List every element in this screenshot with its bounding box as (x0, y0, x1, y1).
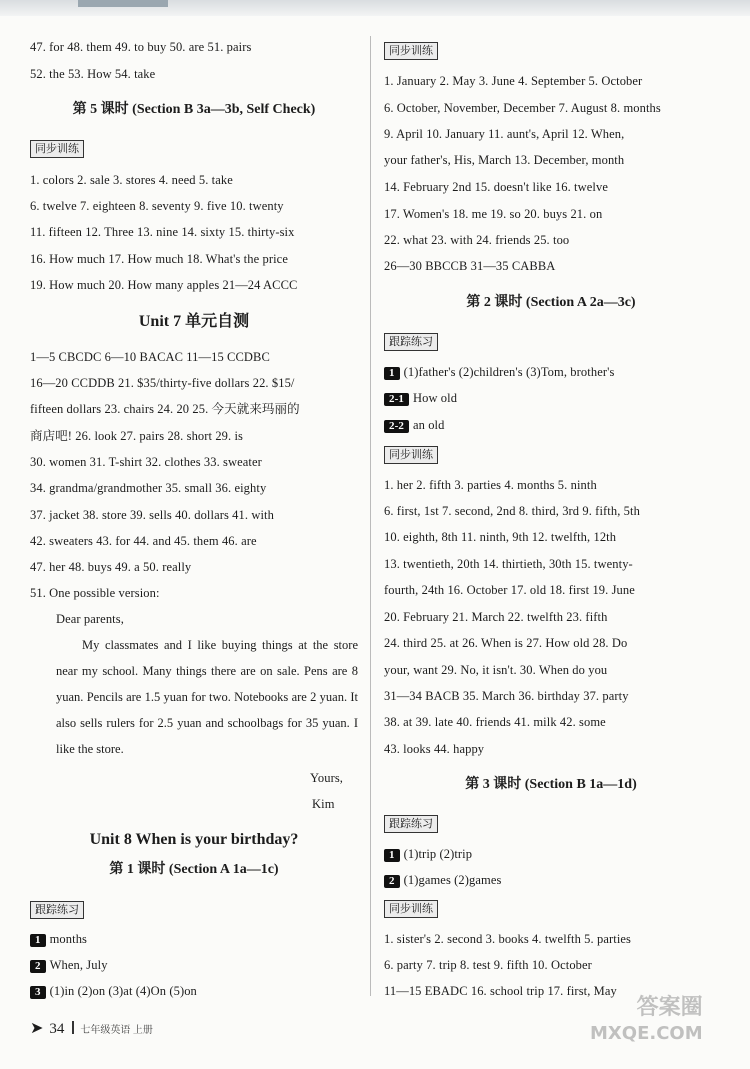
answer-line: 30. women 31. T-shirt 32. clothes 33. sweater (30, 455, 262, 469)
answer-line: 19. How much 20. How many apples 21—24 ACCC (30, 278, 298, 292)
answer-line: 51. One possible version: (30, 586, 160, 600)
answer-line: 37. jacket 38. store 39. sells 40. dollars 41. with (30, 508, 274, 522)
section-tag: 跟踪练习 (384, 333, 438, 351)
answer-line: 26—30 BBCCB 31—35 CABBA (384, 259, 556, 273)
page-number: 34 (49, 1021, 65, 1037)
section-tag: 跟踪练习 (30, 901, 84, 919)
answer-line: 38. at 39. late 40. friends 41. milk 42. some (384, 715, 606, 729)
answer-line: fourth, 24th 16. October 17. old 18. first 19. June (384, 583, 635, 597)
section-tag: 跟踪练习 (384, 815, 438, 833)
answer-line: 1. January 2. May 3. June 4. September 5. October (384, 74, 643, 88)
page-footer (30, 1018, 153, 1038)
answer-line: 6. party 7. trip 8. test 9. fifth 10. October (384, 958, 592, 972)
answer-line: 42. sweaters 43. for 44. and 45. them 46. are (30, 534, 257, 548)
question-number: 1 (384, 849, 400, 862)
answer-line: 43. looks 44. happy (384, 742, 485, 756)
answer-line: 11. fifteen 12. Three 13. nine 14. sixty 15. thirty-six (30, 225, 295, 239)
answer-line: 1. colors 2. sale 3. stores 4. need 5. take (30, 173, 233, 187)
numbered-answer: 1 months (30, 931, 358, 947)
answer-line: fifteen dollars 23. chairs 24. 20 25. 今天就来玛丽的 (30, 402, 300, 416)
answer-line: your father's, His, March 13. December, month (384, 153, 625, 167)
watermark-logo: 答案圈 MXQE.COM (590, 995, 703, 1044)
numbered-answer: 3 (1)in (2)on (3)at (4)On (5)on (30, 983, 358, 999)
numbered-answer: 1 (1)father's (2)children's (3)Tom, brother's (384, 364, 718, 380)
unit-heading: Unit 7 单元自测 (138, 313, 250, 330)
answer-line: 52. the 53. How 54. take (30, 67, 156, 81)
letter-greeting: Dear parents, (56, 612, 124, 626)
letter-paragraph: My classmates and I like buying things at the store near my school. Many things there are on sale. Pens are 8 yuan. Pencils are 1.5 yuan for two. Notebooks are 2 yuan. It also sells rulers for 2.5 yuan and schoolbags for 35 yuan. I like the store. (56, 638, 358, 756)
question-number: 3 (30, 986, 46, 999)
footer-divider (72, 1021, 74, 1034)
answer-line: 9. April 10. January 11. aunt's, April 12. When, (384, 127, 625, 141)
section-heading: 第 1 课时 (Section A 1a—1c) (109, 862, 279, 877)
section-heading: 第 2 课时 (Section A 2a—3c) (466, 295, 636, 310)
section-tag: 同步训练 (30, 140, 84, 158)
answer-line: 6. twelve 7. eighteen 8. seventy 9. five 10. twenty (30, 199, 284, 213)
numbered-answer: 1 (1)trip (2)trip (384, 846, 718, 862)
answer-line: 34. grandma/grandmother 35. small 36. eighty (30, 481, 267, 495)
answer-line: 47. her 48. buys 49. a 50. really (30, 560, 192, 574)
answer-line: 11—15 EBADC 16. school trip 17. first, May (384, 984, 617, 998)
answer-line: 6. first, 1st 7. second, 2nd 8. third, 3rd 9. fifth, 5th (384, 504, 640, 518)
section-tag: 同步训练 (384, 42, 438, 60)
question-number: 2-2 (384, 420, 409, 433)
answer-line: 31—34 BACB 35. March 36. birthday 37. party (384, 689, 629, 703)
answer-line: 16. How much 17. How much 18. What's the price (30, 252, 288, 266)
arrow-icon: ➤ (30, 1020, 44, 1037)
answer-line: 1. sister's 2. second 3. books 4. twelfth 5. parties (384, 932, 632, 946)
answer-line: 47. for 48. them 49. to buy 50. are 51. pairs (30, 40, 252, 54)
numbered-answer: 2 When, July (30, 957, 358, 973)
top-header-band (0, 0, 750, 16)
answer-line: 商店吧! 26. look 27. pairs 28. short 29. is (30, 429, 244, 443)
answer-line: 22. what 23. with 24. friends 25. too (384, 233, 570, 247)
section-tag: 同步训练 (384, 446, 438, 464)
answer-line: 1—5 CBCDC 6—10 BACAC 11—15 CCDBC (30, 350, 270, 364)
question-number: 2-1 (384, 393, 409, 406)
numbered-answer: 2-2 an old (384, 417, 718, 433)
answer-line: 24. third 25. at 26. When is 27. How old 28. Do (384, 636, 628, 650)
column-divider (370, 36, 371, 996)
answer-line: 20. February 21. March 22. twelfth 23. fifth (384, 610, 608, 624)
answer-line: 16—20 CCDDB 21. $35/thirty-five dollars 22. $15/ (30, 376, 295, 390)
numbered-answer: 2-1 How old (384, 390, 718, 406)
answer-line: 13. twentieth, 20th 14. thirtieth, 30th 15. twenty- (384, 557, 633, 571)
answer-line: 14. February 2nd 15. doesn't like 16. twelve (384, 180, 608, 194)
answer-line: 17. Women's 18. me 19. so 20. buys 21. on (384, 207, 603, 221)
section-heading: 第 3 课时 (Section B 1a—1d) (465, 777, 637, 792)
answer-line: your, want 29. No, it isn't. 30. When do you (384, 663, 608, 677)
book-title: 七年级英语 上册 (80, 1025, 153, 1036)
header-mark (78, 0, 168, 7)
numbered-answer: 2 (1)games (2)games (384, 872, 718, 888)
section-heading: 第 5 课时 (Section B 3a—3b, Self Check) (72, 102, 316, 117)
question-number: 1 (30, 934, 46, 947)
letter-signature: Kim (312, 797, 335, 811)
unit-heading: Unit 8 When is your birthday? (89, 831, 299, 848)
letter-closing: Yours, (310, 771, 344, 785)
question-number: 2 (384, 875, 400, 888)
answer-line: 6. October, November, December 7. August 8. months (384, 101, 661, 115)
section-tag: 同步训练 (384, 900, 438, 918)
answer-line: 10. eighth, 8th 11. ninth, 9th 12. twelfth, 12th (384, 530, 617, 544)
question-number: 2 (30, 960, 46, 973)
question-number: 1 (384, 367, 400, 380)
answer-line: 1. her 2. fifth 3. parties 4. months 5. ninth (384, 478, 597, 492)
